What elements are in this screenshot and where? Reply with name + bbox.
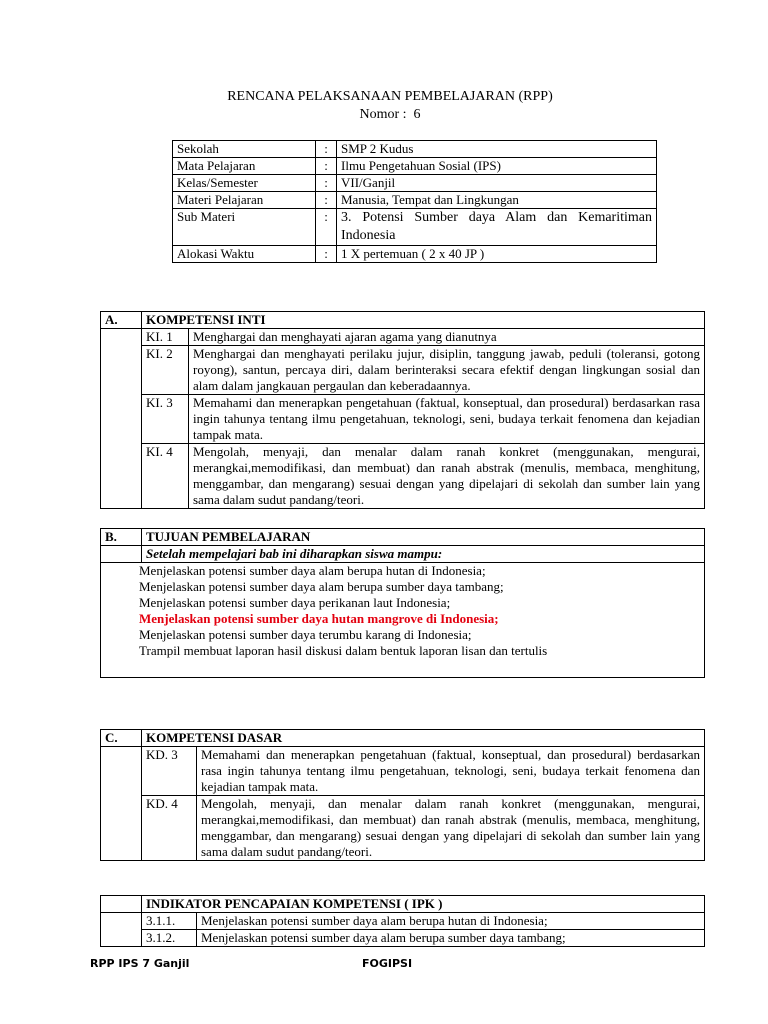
identity-label: Sub Materi	[173, 209, 316, 246]
list-item: Menjelaskan potensi sumber daya alam berupa hutan di Indonesia;	[139, 563, 486, 578]
identity-colon: :	[316, 192, 337, 209]
objectives-intro: Setelah mempelajari bab ini diharapkan siswa mampu:	[142, 546, 705, 563]
table-row	[101, 747, 705, 796]
ki-code: KI. 3	[142, 395, 189, 444]
ki-text: Memahami dan menerapkan pengetahuan (faktual, konseptual, dan prosedural) berdasarkan rasa ingin tahunya tentang ilmu pengetahuan, teknologi, seni, budaya terkait fenomena dan kejadian tampak mata.	[189, 395, 705, 444]
ipk-text: Menjelaskan potensi sumber daya alam berupa hutan di Indonesia;	[197, 913, 705, 930]
kd-text: Memahami dan menerapkan pengetahuan (faktual, konseptual, dan prosedural) berdasarkan rasa ingin tahunya tentang ilmu pengetahuan, teknologi, seni, budaya terkait fenomena dan kejadian tampak mata.	[197, 747, 705, 796]
table-row	[101, 896, 705, 913]
nomor-label: Nomor :	[359, 107, 407, 122]
list-item: Trampil membuat laporan hasil diskusi dalam bentuk laporan lisan dan tertulis	[139, 643, 548, 658]
ki-code: KI. 2	[142, 346, 189, 395]
ki-text: Menghargai dan menghayati ajaran agama yang dianutnya	[189, 329, 705, 346]
table-row	[101, 930, 705, 947]
kd-code: KD. 3	[142, 747, 197, 796]
table-row	[173, 175, 657, 192]
table-row	[173, 246, 657, 263]
table-row	[173, 141, 657, 158]
section-title: TUJUAN PEMBELAJARAN	[142, 529, 705, 546]
section-title: INDIKATOR PENCAPAIAN KOMPETENSI ( IPK )	[142, 896, 705, 913]
list-item: Menjelaskan potensi sumber daya perikanan laut Indonesia;	[139, 595, 451, 610]
ipk-code: 3.1.1.	[142, 913, 197, 930]
identity-label: Materi Pelajaran	[173, 192, 316, 209]
identity-value: Ilmu Pengetahuan Sosial (IPS)	[337, 158, 657, 175]
identity-table	[172, 140, 657, 263]
ipk-code: 3.1.2.	[142, 930, 197, 947]
identity-colon: :	[316, 246, 337, 263]
section-c-table	[100, 729, 705, 861]
identity-colon: :	[316, 158, 337, 175]
document-number	[0, 106, 768, 124]
table-row	[173, 158, 657, 175]
section-spacer-cell	[101, 546, 142, 563]
section-title: KOMPETENSI INTI	[142, 312, 705, 329]
section-b-table	[100, 528, 705, 678]
identity-label: Kelas/Semester	[173, 175, 316, 192]
table-row	[101, 913, 705, 930]
footer-document-label: RPP IPS 7 Ganjil	[90, 957, 190, 970]
identity-colon: :	[316, 175, 337, 192]
table-row	[101, 730, 705, 747]
identity-label: Mata Pelajaran	[173, 158, 316, 175]
list-item: Menjelaskan potensi sumber daya alam berupa sumber daya tambang;	[139, 579, 504, 594]
table-row	[101, 546, 705, 563]
identity-value: Manusia, Tempat dan Lingkungan	[337, 192, 657, 209]
section-spacer-cell	[101, 913, 142, 947]
identity-value: 3. Potensi Sumber daya Alam dan Kemaritiman Indonesia	[337, 209, 657, 246]
identity-colon: :	[316, 209, 337, 246]
document-title: RENCANA PELAKSANAAN PEMBELAJARAN (RPP)	[227, 89, 553, 104]
table-row	[101, 796, 705, 861]
section-spacer-cell	[101, 747, 142, 861]
ki-text: Mengolah, menyaji, dan menalar dalam ranah konkret (menggunakan, mengurai, merangkai,memodifikasi, dan membuat) dan ranah abstrak (menulis, membaca, menghitung, menggambar, dan mengarang) sesuai dengan yang dipelajari di sekolah dan sumber lain yang sama dalam sudut pandang/teori.	[189, 444, 705, 509]
table-row	[101, 563, 705, 678]
table-row	[173, 192, 657, 209]
section-spacer-cell	[101, 329, 142, 509]
identity-colon: :	[316, 141, 337, 158]
identity-value: VII/Ganjil	[337, 175, 657, 192]
identity-label: Alokasi Waktu	[173, 246, 316, 263]
kd-text: Mengolah, menyaji, dan menalar dalam ranah konkret (menggunakan, mengurai, merangkai,memodifikasi, dan membuat) dan ranah abstrak (menulis, membaca, menghitung, menggambar, dan mengarang) sesuai dengan yang dipelajari di sekolah dan sumber lain yang sama dalam sudut pandang/teori.	[197, 796, 705, 861]
table-row	[101, 312, 705, 329]
table-row	[101, 329, 705, 346]
section-letter: A.	[101, 312, 142, 329]
objectives-list	[101, 563, 705, 678]
section-letter-empty	[101, 896, 142, 913]
table-row	[101, 529, 705, 546]
table-row	[173, 209, 657, 246]
section-a-table	[100, 311, 705, 509]
ipk-text: Menjelaskan potensi sumber daya alam berupa sumber daya tambang;	[197, 930, 705, 947]
list-item: Menjelaskan potensi sumber daya terumbu karang di Indonesia;	[139, 627, 472, 642]
nomor-value: 6	[413, 107, 421, 122]
identity-label: Sekolah	[173, 141, 316, 158]
section-title: KOMPETENSI DASAR	[142, 730, 705, 747]
table-row	[101, 346, 705, 395]
section-letter: C.	[101, 730, 142, 747]
section-ipk-table	[100, 895, 705, 947]
section-letter: B.	[101, 529, 142, 546]
table-row	[101, 444, 705, 509]
ki-text: Menghargai dan menghayati perilaku jujur, disiplin, tanggung jawab, peduli (toleransi, gotong royong), santun, percaya diri, dalam berinteraksi secara efektif dengan lingkungan sosial dan alam dalam jangkauan pergaulan dan keberadaannya.	[189, 346, 705, 395]
list-item-highlighted: Menjelaskan potensi sumber daya hutan mangrove di Indonesia;	[139, 611, 499, 626]
identity-value: SMP 2 Kudus	[337, 141, 657, 158]
table-row	[101, 395, 705, 444]
identity-value: 1 X pertemuan ( 2 x 40 JP )	[337, 246, 657, 263]
ki-code: KI. 4	[142, 444, 189, 509]
kd-code: KD. 4	[142, 796, 197, 861]
ki-code: KI. 1	[142, 329, 189, 346]
footer-author: FOGIPSI	[362, 957, 413, 970]
